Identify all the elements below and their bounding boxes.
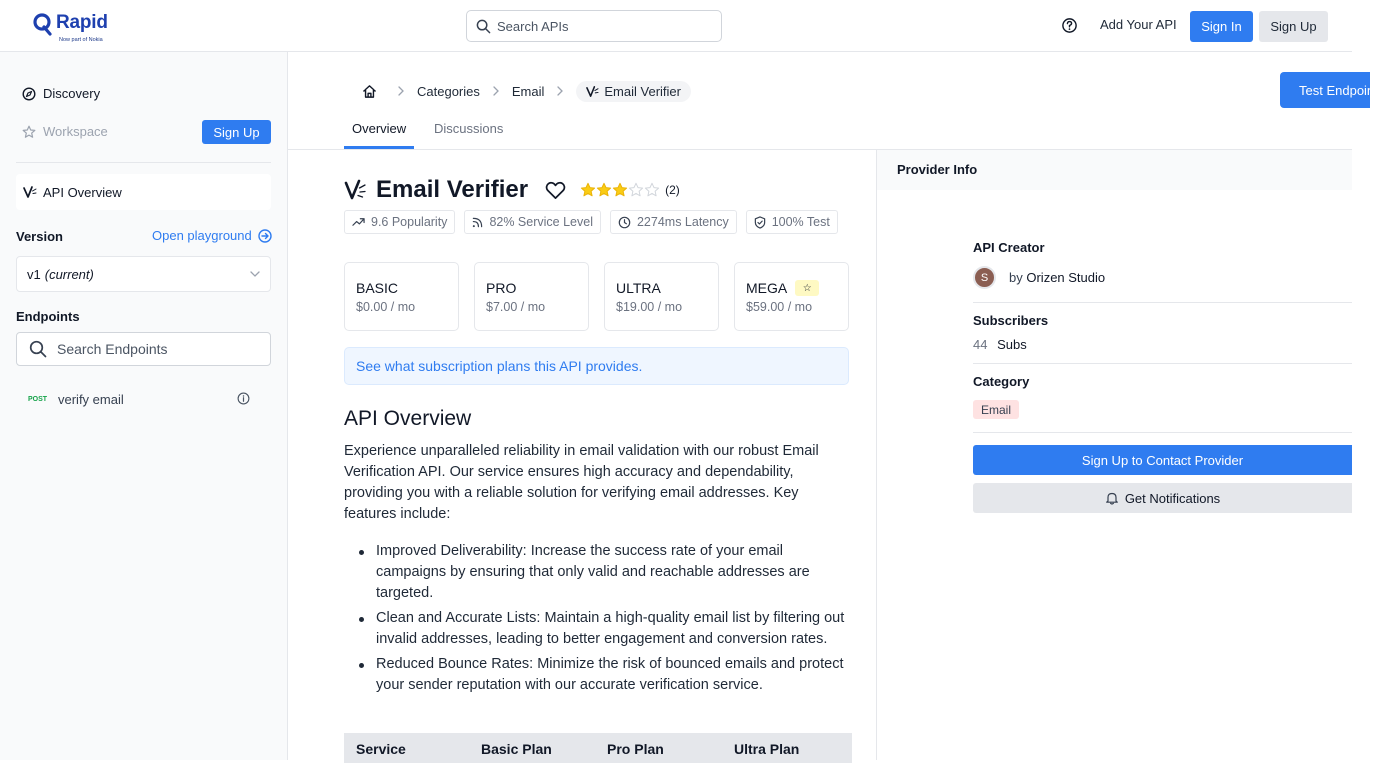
feature-list <box>376 541 852 700</box>
test-endpoint-button[interactable] <box>1280 72 1378 108</box>
chevron-right-icon <box>556 86 564 96</box>
sign-up-button[interactable]: Sign Up <box>1259 11 1328 42</box>
latency-value: 2274ms Latency <box>636 215 729 229</box>
subscribers-count <box>973 337 1027 352</box>
rapid-logo-icon <box>33 13 53 35</box>
endpoint-name: verify email <box>58 391 124 407</box>
sidebar-item-label: Workspace <box>43 124 108 139</box>
test-value: 100% Test <box>771 215 830 229</box>
info-icon[interactable] <box>237 392 250 405</box>
sidebar-item-label: API Overview <box>43 184 122 200</box>
list-item: Reduced Bounce Rates: Minimize the risk of bounced emails and protect your sender reputation with our accurate verification service. <box>376 654 852 696</box>
avatar[interactable]: S <box>973 266 996 289</box>
home-icon[interactable] <box>362 84 377 99</box>
test-stat <box>746 210 838 234</box>
breadcrumb-current-label: Email Verifier <box>604 83 681 99</box>
plan-card-basic[interactable] <box>344 262 459 331</box>
category-badge[interactable]: Email <box>973 400 1019 419</box>
arrow-circle-right-icon <box>258 229 272 243</box>
tab-bar <box>288 110 1352 150</box>
search-icon <box>476 19 491 34</box>
provider-info-heading: Provider Info <box>877 150 1352 190</box>
breadcrumb-categories[interactable]: Categories <box>417 83 480 99</box>
open-playground-label: Open playground <box>152 228 252 243</box>
popularity-value: 9.6 Popularity <box>371 215 448 229</box>
logo-text: Rapid <box>56 12 108 33</box>
endpoints-label: Endpoints <box>16 309 80 324</box>
chevron-down-icon <box>250 270 260 278</box>
section-title: API Overview <box>344 407 472 430</box>
breadcrumb <box>362 80 691 102</box>
table-header-cell: Service <box>356 741 406 757</box>
sidebar-sign-up-button[interactable]: Sign Up <box>202 120 271 144</box>
divider <box>973 302 1352 303</box>
breadcrumb-current[interactable] <box>576 81 691 102</box>
search-icon <box>29 340 47 358</box>
plan-name: MEGA <box>746 280 788 296</box>
plans-info-link[interactable]: See what subscription plans this API provides. <box>344 347 849 385</box>
shield-check-icon <box>754 216 766 229</box>
star-filled-icon <box>612 182 628 198</box>
service-level-value: 82% Service Level <box>489 215 593 229</box>
api-description: Experience unparalleled reliability in email validation with our robust Email Verification API. Our service ensures high accuracy and dependability, providing you with a reliable solution for verifying email addresses. Key features include: <box>344 443 819 522</box>
sidebar-item-workspace[interactable] <box>22 124 108 139</box>
add-your-api-link[interactable]: Add Your API <box>1100 17 1177 32</box>
plan-card-mega[interactable] <box>734 262 849 331</box>
plan-price: $7.00 / mo <box>486 300 546 314</box>
subscribers-unit: Subs <box>997 337 1027 352</box>
search-apis-input[interactable] <box>466 10 722 42</box>
star-outline-icon <box>22 125 36 139</box>
breadcrumb-email[interactable]: Email <box>511 83 545 99</box>
star-filled-icon <box>580 182 596 198</box>
plan-table-header <box>344 733 852 763</box>
api-title-row <box>344 175 680 205</box>
rating-count: (2) <box>665 183 680 197</box>
plan-name: BASIC <box>356 280 399 296</box>
plan-price: $0.00 / mo <box>356 300 416 314</box>
star-empty-icon <box>628 182 644 198</box>
email-verifier-logo-icon <box>586 85 599 98</box>
table-header-cell: Basic Plan <box>481 741 552 757</box>
endpoint-item[interactable] <box>28 390 250 408</box>
bell-icon <box>1105 491 1119 505</box>
logo-subtext: Now part of Nokia <box>59 37 103 43</box>
version-select[interactable] <box>16 256 271 292</box>
version-value: v1 <box>27 266 41 282</box>
creator-by: by <box>1009 270 1023 285</box>
subscribers-label: Subscribers <box>973 313 1049 328</box>
list-item: Clean and Accurate Lists: Maintain a high-quality email list by filtering out invalid addresses, leading to better engagement and conversion rates. <box>376 608 852 650</box>
table-header-cell: Ultra Plan <box>734 741 800 757</box>
popularity-stat <box>344 210 455 234</box>
version-current-tag: (current) <box>44 266 94 282</box>
star-empty-icon <box>644 182 660 198</box>
pricing-plans <box>344 262 849 331</box>
plan-card-pro[interactable] <box>474 262 589 331</box>
sidebar-divider <box>16 162 271 163</box>
creator-name[interactable] <box>1009 270 1105 285</box>
plan-card-ultra[interactable] <box>604 262 719 331</box>
category-label: Category <box>973 374 1030 389</box>
version-label: Version <box>16 229 63 244</box>
api-creator-label: API Creator <box>973 240 1045 255</box>
test-endpoint-label: Test Endpoint <box>1299 82 1378 98</box>
table-header-cell: Pro Plan <box>607 741 664 757</box>
star-filled-icon <box>596 182 612 198</box>
plan-price: $19.00 / mo <box>616 300 683 314</box>
chevron-right-icon <box>397 86 405 96</box>
contact-provider-button[interactable]: Sign Up to Contact Provider <box>973 445 1352 475</box>
content-divider <box>876 150 877 760</box>
recommended-star-icon: ☆ <box>795 280 819 296</box>
heart-icon[interactable] <box>545 181 566 200</box>
email-verifier-logo-icon <box>344 179 368 201</box>
divider <box>973 363 1352 364</box>
compass-icon <box>22 87 36 101</box>
subscribers-number: 44 <box>973 337 988 352</box>
latency-stat <box>610 210 737 234</box>
help-icon[interactable] <box>1061 17 1078 34</box>
sidebar <box>0 52 288 760</box>
sidebar-item-api-overview[interactable] <box>16 174 271 210</box>
sidebar-item-label: Discovery <box>43 86 101 101</box>
get-notifications-button[interactable] <box>973 483 1352 513</box>
endpoint-search-input[interactable] <box>16 332 271 366</box>
tab-discussions[interactable]: Discussions <box>434 121 504 136</box>
list-item: Improved Deliverability: Increase the success rate of your email campaigns by ensuring that only valid and reachable addresses are targeted. <box>376 541 852 604</box>
search-placeholder: Search APIs <box>497 18 569 34</box>
get-notifications-label: Get Notifications <box>1124 490 1221 506</box>
sign-in-button[interactable]: Sign In <box>1190 11 1253 42</box>
endpoint-search-placeholder: Search Endpoints <box>57 341 168 357</box>
tab-overview[interactable]: Overview <box>352 121 407 136</box>
rapid-logo[interactable] <box>33 12 108 43</box>
plan-name: ULTRA <box>616 280 661 296</box>
service-level-stat <box>464 210 601 234</box>
rating-stars <box>580 182 660 198</box>
divider <box>973 432 1352 433</box>
chevron-right-icon <box>492 86 500 96</box>
trending-up-icon <box>352 217 365 227</box>
email-verifier-logo-icon <box>23 185 37 199</box>
sidebar-item-discovery[interactable] <box>22 86 100 101</box>
open-playground-link[interactable] <box>152 228 272 243</box>
page-title: Email Verifier <box>376 176 529 203</box>
top-bar <box>0 0 1352 52</box>
endpoint-method: POST <box>28 395 48 403</box>
api-stats <box>344 210 847 234</box>
creator-name-text: Orizen Studio <box>1026 270 1106 285</box>
plan-name: PRO <box>486 280 517 296</box>
clock-icon <box>618 216 631 229</box>
active-tab-indicator <box>344 146 414 149</box>
plan-name-row <box>746 280 848 296</box>
signal-icon <box>472 217 483 228</box>
plan-price: $59.00 / mo <box>746 300 813 314</box>
